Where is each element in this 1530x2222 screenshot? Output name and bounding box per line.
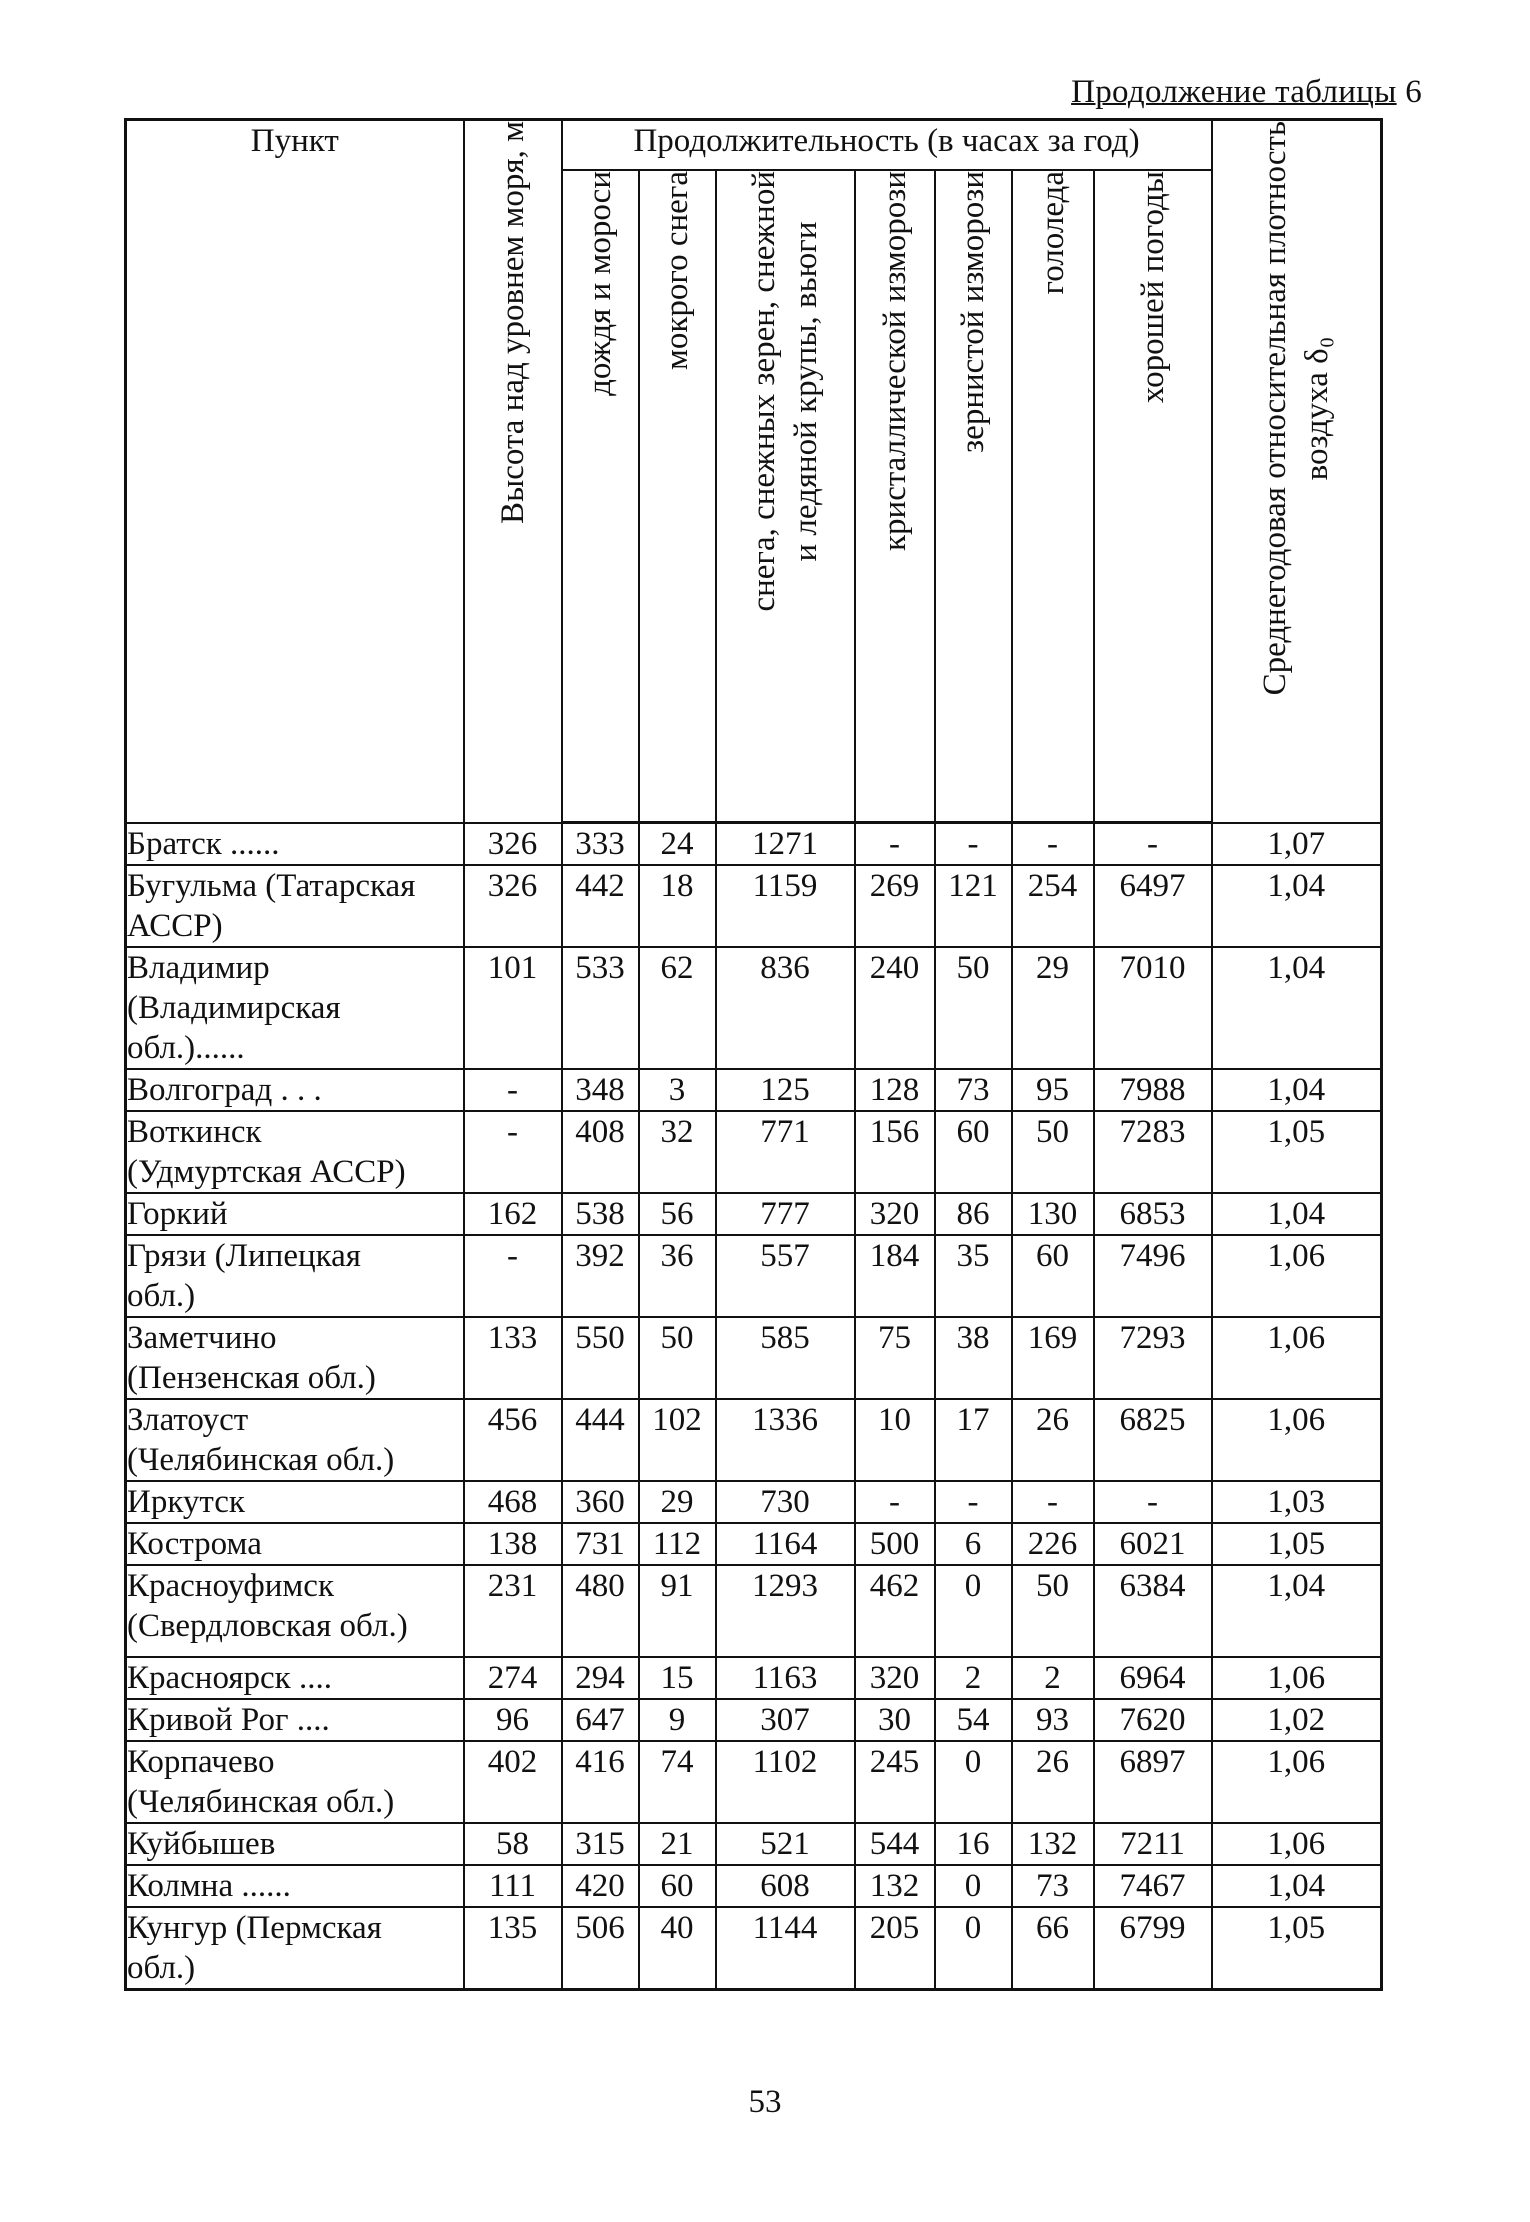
- cell-density: 1,04: [1212, 865, 1382, 947]
- table-row: [126, 1193, 1382, 1235]
- cell-cryst: 156: [855, 1111, 935, 1193]
- cell-density: 1,06: [1212, 1823, 1382, 1865]
- cell-wet-snow: 112: [639, 1523, 716, 1565]
- cell-altitude: 101: [464, 947, 562, 1069]
- cell-glaze: 29: [1012, 947, 1094, 1069]
- cell-cryst: 462: [855, 1565, 935, 1657]
- cell-place-name: Заметчино (Пензенская обл.): [126, 1317, 464, 1399]
- cell-rain: 731: [562, 1523, 639, 1565]
- cell-cryst: 500: [855, 1523, 935, 1565]
- cell-wet-snow: 56: [639, 1193, 716, 1235]
- cell-place-name: Красноярск ....: [126, 1657, 464, 1699]
- cell-snow: 585: [716, 1317, 855, 1399]
- cell-altitude: 111: [464, 1865, 562, 1907]
- cell-place-name: Корпачево (Челябинская обл.): [126, 1741, 464, 1823]
- cell-density: 1,05: [1212, 1907, 1382, 1990]
- cell-glaze: 50: [1012, 1111, 1094, 1193]
- page-number: 53: [748, 2084, 782, 2120]
- table-row: [126, 1699, 1382, 1741]
- data-table: [124, 118, 1383, 1991]
- cell-cryst: 320: [855, 1657, 935, 1699]
- cell-snow: 730: [716, 1481, 855, 1523]
- cell-wet-snow: 18: [639, 865, 716, 947]
- header-rain-text: дождя и мороси: [582, 171, 618, 396]
- cell-altitude: 326: [464, 823, 562, 866]
- table-row: [126, 1657, 1382, 1699]
- table-row: [126, 1741, 1382, 1823]
- cell-grain: 17: [935, 1399, 1012, 1481]
- cell-wet-snow: 36: [639, 1235, 716, 1317]
- cell-grain: 86: [935, 1193, 1012, 1235]
- header-snow-text: снега, снежных зерен, снежной и ледяной крупы, вьюги: [746, 171, 824, 612]
- table-row: [126, 1069, 1382, 1111]
- cell-place-name: Колмна ......: [126, 1865, 464, 1907]
- cell-altitude: 162: [464, 1193, 562, 1235]
- cell-wet-snow: 3: [639, 1069, 716, 1111]
- cell-grain: 60: [935, 1111, 1012, 1193]
- cell-good: 6853: [1094, 1193, 1212, 1235]
- table-row: [126, 1823, 1382, 1865]
- cell-place-name: Иркутск: [126, 1481, 464, 1523]
- header-wet-snow-text: мокрого снега: [659, 171, 695, 371]
- table-row: [126, 1235, 1382, 1317]
- cell-snow: 1102: [716, 1741, 855, 1823]
- cell-place-name: Бугульма (Татарская АССР): [126, 865, 464, 947]
- cell-rain: 392: [562, 1235, 639, 1317]
- cell-good: 7283: [1094, 1111, 1212, 1193]
- cell-glaze: 254: [1012, 865, 1094, 947]
- cell-good: 6964: [1094, 1657, 1212, 1699]
- cell-glaze: 26: [1012, 1741, 1094, 1823]
- table-caption: [1071, 74, 1422, 111]
- cell-cryst: 269: [855, 865, 935, 947]
- cell-glaze: -: [1012, 1481, 1094, 1523]
- cell-grain: 38: [935, 1317, 1012, 1399]
- cell-glaze: 169: [1012, 1317, 1094, 1399]
- cell-density: 1,06: [1212, 1657, 1382, 1699]
- cell-snow: 125: [716, 1069, 855, 1111]
- cell-snow: 1163: [716, 1657, 855, 1699]
- cell-snow: 521: [716, 1823, 855, 1865]
- cell-place-name: Братск ......: [126, 823, 464, 866]
- cell-rain: 506: [562, 1907, 639, 1990]
- cell-good: 7620: [1094, 1699, 1212, 1741]
- cell-place-name: Кунгур (Пермская обл.): [126, 1907, 464, 1990]
- cell-snow: 1271: [716, 823, 855, 866]
- cell-good: 6897: [1094, 1741, 1212, 1823]
- cell-density: 1,07: [1212, 823, 1382, 866]
- cell-glaze: 60: [1012, 1235, 1094, 1317]
- cell-cryst: -: [855, 1481, 935, 1523]
- cell-snow: 1336: [716, 1399, 855, 1481]
- cell-glaze: 73: [1012, 1865, 1094, 1907]
- cell-density: 1,06: [1212, 1235, 1382, 1317]
- cell-cryst: 205: [855, 1907, 935, 1990]
- cell-cryst: 544: [855, 1823, 935, 1865]
- cell-glaze: 95: [1012, 1069, 1094, 1111]
- cell-snow: 836: [716, 947, 855, 1069]
- cell-good: 6825: [1094, 1399, 1212, 1481]
- table-row: [126, 823, 1382, 866]
- table-row: [126, 1523, 1382, 1565]
- cell-grain: 35: [935, 1235, 1012, 1317]
- cell-glaze: 226: [1012, 1523, 1094, 1565]
- cell-snow: 1159: [716, 865, 855, 947]
- table-row: [126, 1317, 1382, 1399]
- cell-density: 1,06: [1212, 1317, 1382, 1399]
- cell-altitude: 456: [464, 1399, 562, 1481]
- cell-rain: 480: [562, 1565, 639, 1657]
- cell-glaze: 26: [1012, 1399, 1094, 1481]
- header-glaze: [1012, 170, 1094, 823]
- cell-density: 1,04: [1212, 947, 1382, 1069]
- cell-density: 1,04: [1212, 1565, 1382, 1657]
- cell-glaze: 50: [1012, 1565, 1094, 1657]
- cell-cryst: 10: [855, 1399, 935, 1481]
- cell-glaze: 93: [1012, 1699, 1094, 1741]
- cell-glaze: -: [1012, 823, 1094, 866]
- cell-wet-snow: 60: [639, 1865, 716, 1907]
- cell-grain: 2: [935, 1657, 1012, 1699]
- cell-glaze: 2: [1012, 1657, 1094, 1699]
- cell-place-name: Златоуст (Челябинская обл.): [126, 1399, 464, 1481]
- cell-rain: 442: [562, 865, 639, 947]
- cell-density: 1,04: [1212, 1865, 1382, 1907]
- cell-altitude: 326: [464, 865, 562, 947]
- cell-wet-snow: 62: [639, 947, 716, 1069]
- cell-density: 1,05: [1212, 1523, 1382, 1565]
- cell-rain: 420: [562, 1865, 639, 1907]
- cell-grain: 50: [935, 947, 1012, 1069]
- cell-cryst: 128: [855, 1069, 935, 1111]
- cell-grain: 16: [935, 1823, 1012, 1865]
- cell-grain: 6: [935, 1523, 1012, 1565]
- cell-rain: 444: [562, 1399, 639, 1481]
- cell-density: 1,04: [1212, 1069, 1382, 1111]
- cell-altitude: 274: [464, 1657, 562, 1699]
- caption-label: Продолжение таблицы: [1071, 74, 1397, 110]
- cell-altitude: -: [464, 1111, 562, 1193]
- table-body: [126, 823, 1382, 1990]
- cell-place-name: Воткинск (Удмуртская АССР): [126, 1111, 464, 1193]
- cell-cryst: 320: [855, 1193, 935, 1235]
- cell-wet-snow: 102: [639, 1399, 716, 1481]
- cell-rain: 550: [562, 1317, 639, 1399]
- header-rain: [562, 170, 639, 823]
- cell-glaze: 132: [1012, 1823, 1094, 1865]
- cell-density: 1,05: [1212, 1111, 1382, 1193]
- cell-grain: 73: [935, 1069, 1012, 1111]
- cell-place-name: Владимир (Владимирская обл.)......: [126, 947, 464, 1069]
- header-good-weather: [1094, 170, 1212, 823]
- cell-altitude: 135: [464, 1907, 562, 1990]
- header-granular-rime-text: зернистой изморози: [955, 171, 991, 453]
- cell-wet-snow: 29: [639, 1481, 716, 1523]
- header-crystalline-rime-text: кристаллической изморози: [876, 171, 913, 551]
- header-density-text: Среднегодовая относительная плотность воздуха δ₀: [1257, 121, 1336, 696]
- cell-good: 7010: [1094, 947, 1212, 1069]
- cell-snow: 1144: [716, 1907, 855, 1990]
- header-duration-group: Продолжительность (в часах за год): [562, 120, 1212, 171]
- header-glaze-text: гололеда: [1034, 171, 1071, 295]
- header-good-weather-text: хорошей погоды: [1134, 171, 1171, 404]
- cell-altitude: 468: [464, 1481, 562, 1523]
- table-row: [126, 1907, 1382, 1990]
- header-altitude: [464, 120, 562, 823]
- cell-cryst: 184: [855, 1235, 935, 1317]
- cell-wet-snow: 50: [639, 1317, 716, 1399]
- cell-snow: 1293: [716, 1565, 855, 1657]
- cell-altitude: 402: [464, 1741, 562, 1823]
- cell-cryst: -: [855, 823, 935, 866]
- cell-rain: 533: [562, 947, 639, 1069]
- table-row: [126, 1865, 1382, 1907]
- cell-glaze: 66: [1012, 1907, 1094, 1990]
- header-row-1: [126, 120, 1382, 171]
- cell-wet-snow: 32: [639, 1111, 716, 1193]
- table-row: [126, 1399, 1382, 1481]
- cell-place-name: Волгоград . . .: [126, 1069, 464, 1111]
- cell-good: 6384: [1094, 1565, 1212, 1657]
- header-place: Пункт: [126, 120, 464, 823]
- cell-grain: 0: [935, 1565, 1012, 1657]
- header-altitude-text: Высота над уровнем моря, м: [494, 121, 531, 524]
- cell-place-name: Горкий: [126, 1193, 464, 1235]
- cell-density: 1,02: [1212, 1699, 1382, 1741]
- header-granular-rime: [935, 170, 1012, 823]
- cell-altitude: 133: [464, 1317, 562, 1399]
- cell-altitude: 231: [464, 1565, 562, 1657]
- cell-rain: 348: [562, 1069, 639, 1111]
- header-snow: [716, 170, 855, 823]
- cell-wet-snow: 74: [639, 1741, 716, 1823]
- cell-grain: 0: [935, 1865, 1012, 1907]
- cell-cryst: 30: [855, 1699, 935, 1741]
- cell-good: 7293: [1094, 1317, 1212, 1399]
- cell-snow: 1164: [716, 1523, 855, 1565]
- cell-place-name: Красноуфимск (Свердловская обл.): [126, 1565, 464, 1657]
- cell-rain: 538: [562, 1193, 639, 1235]
- header-crystalline-rime: [855, 170, 935, 823]
- cell-place-name: Кривой Рог ....: [126, 1699, 464, 1741]
- cell-snow: 307: [716, 1699, 855, 1741]
- table-row: [126, 1111, 1382, 1193]
- table-row: [126, 947, 1382, 1069]
- cell-good: 7467: [1094, 1865, 1212, 1907]
- header-density: [1212, 120, 1382, 823]
- cell-grain: -: [935, 1481, 1012, 1523]
- cell-good: 6497: [1094, 865, 1212, 947]
- cell-density: 1,03: [1212, 1481, 1382, 1523]
- cell-rain: 294: [562, 1657, 639, 1699]
- cell-good: 6021: [1094, 1523, 1212, 1565]
- cell-rain: 315: [562, 1823, 639, 1865]
- cell-cryst: 132: [855, 1865, 935, 1907]
- cell-snow: 608: [716, 1865, 855, 1907]
- cell-grain: -: [935, 823, 1012, 866]
- cell-wet-snow: 40: [639, 1907, 716, 1990]
- cell-place-name: Грязи (Липецкая обл.): [126, 1235, 464, 1317]
- cell-good: 6799: [1094, 1907, 1212, 1990]
- cell-wet-snow: 9: [639, 1699, 716, 1741]
- cell-altitude: 96: [464, 1699, 562, 1741]
- cell-density: 1,04: [1212, 1193, 1382, 1235]
- cell-grain: 54: [935, 1699, 1012, 1741]
- cell-cryst: 245: [855, 1741, 935, 1823]
- cell-snow: 777: [716, 1193, 855, 1235]
- cell-snow: 557: [716, 1235, 855, 1317]
- cell-rain: 416: [562, 1741, 639, 1823]
- cell-grain: 0: [935, 1907, 1012, 1990]
- caption-number: 6: [1405, 74, 1422, 110]
- cell-grain: 0: [935, 1741, 1012, 1823]
- cell-snow: 771: [716, 1111, 855, 1193]
- cell-wet-snow: 24: [639, 823, 716, 866]
- cell-rain: 333: [562, 823, 639, 866]
- cell-good: 7211: [1094, 1823, 1212, 1865]
- cell-rain: 647: [562, 1699, 639, 1741]
- cell-place-name: Кострома: [126, 1523, 464, 1565]
- table-row: [126, 865, 1382, 947]
- cell-wet-snow: 21: [639, 1823, 716, 1865]
- cell-wet-snow: 91: [639, 1565, 716, 1657]
- table-row: [126, 1481, 1382, 1523]
- cell-good: -: [1094, 823, 1212, 866]
- cell-rain: 360: [562, 1481, 639, 1523]
- table-row: [126, 1565, 1382, 1657]
- cell-altitude: 58: [464, 1823, 562, 1865]
- cell-rain: 408: [562, 1111, 639, 1193]
- cell-cryst: 240: [855, 947, 935, 1069]
- cell-good: 7496: [1094, 1235, 1212, 1317]
- cell-density: 1,06: [1212, 1399, 1382, 1481]
- header-wet-snow: [639, 170, 716, 823]
- cell-glaze: 130: [1012, 1193, 1094, 1235]
- cell-good: 7988: [1094, 1069, 1212, 1111]
- cell-wet-snow: 15: [639, 1657, 716, 1699]
- cell-altitude: 138: [464, 1523, 562, 1565]
- cell-density: 1,06: [1212, 1741, 1382, 1823]
- cell-cryst: 75: [855, 1317, 935, 1399]
- cell-good: -: [1094, 1481, 1212, 1523]
- cell-altitude: -: [464, 1069, 562, 1111]
- cell-grain: 121: [935, 865, 1012, 947]
- cell-altitude: -: [464, 1235, 562, 1317]
- cell-place-name: Куйбышев: [126, 1823, 464, 1865]
